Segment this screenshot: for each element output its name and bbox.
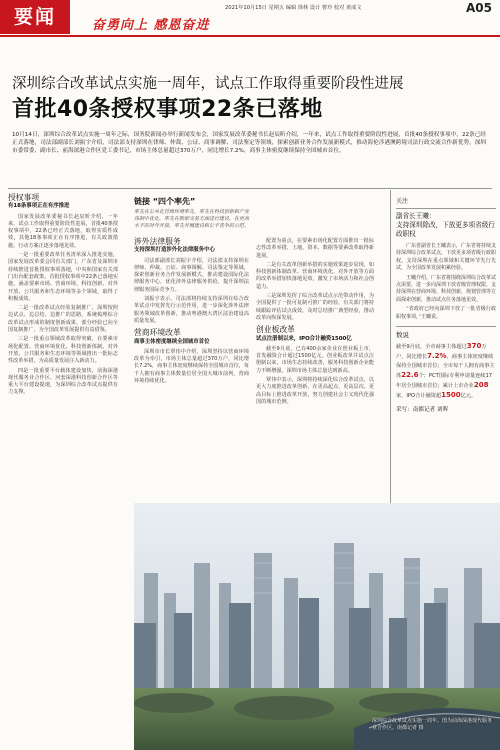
paragraph: 王曦介绍，广东省将围绕深圳综合改革试点需要，进一步向深圳下放省级管理权限，支持深圳在营商环境、科技创新、规划管理等方面探索创新，推动试点任务落地见效。	[396, 274, 497, 303]
paragraph: 截至9月底，已有400余家企业在创业板上市，首发融资合计超过1500亿元。创业板改革并试点注册制以来，市场生态持续改善，服务科技创新企业能力不断增强，深圳市场主体总量达到新高。	[256, 345, 374, 374]
sidebar-rule	[396, 208, 496, 209]
section-subheading: 商事主体密度继续全国城市首位	[134, 338, 210, 345]
paragraph: 二是有关改革创新举措的实施效果逐步显现，如科技创新体制改革、营商环境优化、对外开放等方面的改革举措加快落地见效，激发了市场活力和社会创造力。	[256, 261, 374, 290]
paragraph: 三是一批重点领域改革取得突破，在要素市场化配置、营商环境优化、科技创新体制、对外开放、公共服务和生态环境等领域推出一批标志性改革举措，为高质量发展注入新动力。	[8, 336, 118, 365]
data-number: 1500	[441, 391, 461, 400]
data-text: 个；	[418, 373, 429, 380]
section-subheading: 有18条事项正在有序推进	[8, 203, 70, 210]
sidebar-body	[396, 243, 496, 321]
data-number: 22.6	[401, 371, 419, 380]
article-kicker: 深圳综合改革试点实施一周年，试点工作取得重要阶段性进展	[12, 76, 404, 92]
section-heading: 授权事项	[8, 193, 40, 202]
data-number: 370	[466, 342, 482, 351]
column-1	[8, 194, 118, 399]
paragraph: 二是一批改革试点经验复制推广，深圳按照边试点、边总结、边推广的思路，系统梳理综合改革试点形成的制度创新成果，部分经验已向全国复制推广，为全国改革发展提供有益借鉴。	[8, 305, 118, 334]
section-heading: 创业板改革	[256, 325, 295, 335]
data-text: 万户，	[396, 344, 487, 361]
section-heading: 涉外法律服务	[134, 237, 181, 246]
column-3	[256, 238, 374, 408]
data-text: PCT国际专利申请量连续17年居全国城市首位；累计上市企业	[396, 373, 493, 390]
data-box-label: 数说	[396, 331, 409, 340]
sidebar-label: 关注	[396, 198, 409, 205]
section-heading: 营商环境改革	[134, 328, 181, 338]
section-subheading: 试点注册制以来，IPO合计融资1500亿	[256, 335, 352, 342]
paragraph: 四是一批重要平台载体建设加快，前海深港现代服务业合作区、河套深港科技创新合作区等重大平台建设提速，为深圳综合改革试点提供有力支撑。	[8, 367, 118, 396]
data-number: 7.2%	[427, 352, 447, 361]
sidebar-person: 副省长王曦：	[396, 212, 436, 220]
data-number: 208	[473, 381, 489, 390]
paragraph: 配置为重点，在要素市场化配置方面推出一批标志性改革举措，土地、资本、数据等要素改革取得新进展。	[256, 238, 374, 259]
section-tag: 要闻	[0, 0, 70, 34]
sidebar-title	[396, 212, 496, 239]
paragraph: 覃伟中表示，深圳将持续深化综合改革试点，以更大力度推进改革创新，在更高起点、更高层次、更高目标上推进改革开放，努力创建社会主义现代化强国的城市范例。	[256, 377, 374, 405]
paragraph: 刘振宇表示，司法部将持续支持深圳在综合改革试点中发挥先行示范作用，进一步深化涉外法律服务领域改革创新，推动粤港澳大湾区法治建设高质量发展。	[134, 296, 249, 324]
sidebar-rule	[396, 326, 496, 327]
header-rule	[0, 35, 500, 37]
data-box-body	[396, 342, 496, 401]
lead-divider	[8, 188, 492, 189]
link-box	[134, 196, 250, 242]
link-box-title: 链接 “四个率先”	[134, 197, 196, 206]
paragraph: 一是一批重要改革任务清单深入推进实施，国家发展改革委会同有关部门、广东省及深圳市持续推进首批授权事项落地，中央和国家有关部门出台配套政策，首批授权事项中22条已落地实施，涵盖要素市场、营商环境、科技创新、对外开放、公共服务和生态环境等多个领域，取得了积极成效。	[8, 252, 118, 302]
data-text: 全市每千人拥有商事主体	[396, 363, 495, 380]
data-text: 截至9月底，全市商事主体超过	[396, 344, 467, 351]
slogan-banner: 奋勇向上 感恩奋进	[92, 18, 210, 33]
paragraph: 深圳市市长覃伟中介绍，深圳坚持以营商环境改革为牵引，市场主体总量超过370万户，同比增长7.2%，商事主体密度继续保持全国城市首位，每千人拥有商事主体数量位居全国大城市前列，营商环境持续优化。	[134, 348, 249, 385]
paragraph: 广东省副省长王曦表示，广东省将持续支持深圳综合改革试点，下放更多项省级行政职权，支持深圳在重点领域和关键环节先行先试，为全国改革发展积累经验。	[396, 243, 497, 272]
skyline-illustration	[134, 503, 500, 750]
article-lead: 10月14日，深圳综合改革试点实施一周年之际，国务院新闻办举行新闻发布会，国家发展改革委秘书长赵辰昕介绍，一年来，试点工作取得重要阶段性进展，首批40条授权事项中，22条已经正式落地，司法部副部长刘振宇介绍，司法部支持深圳在律师、仲裁、公证、商事调解、司法鉴定等领域，探索创新业务合作发展新模式，推动海伦涉港澳跨境司法行政交流合作新优势。深圳市委常委、副市长、前海深港合作区党工委书记，市场主体总量超过370万户，同比增长7.2%，商事主体密度继续保持全国城市首位。	[12, 132, 486, 155]
city-skyline-photo	[134, 503, 500, 750]
paragraph: 三是深圳发挥了综合改革试点示范带动作用，为全国提供了一批可复制可推广的经验，有关部门将持续跟踪评估试点成效，及时总结推广典型经验，推动改革向纵深发展。	[256, 293, 374, 321]
data-text: 同比增长	[406, 354, 428, 361]
page-number: A05	[466, 1, 492, 15]
link-box-text: 率先在公共化营商环境率先、率先在科技创新和产业体制中优化、率先在数据交易方面进行建设、在更高水平的对外开放、率先开展建设和公平竞争的示范。	[134, 209, 250, 229]
sidebar	[396, 196, 496, 413]
article-headline: 首批40条授权事项22条已落地	[12, 97, 323, 122]
issue-info: 2021年10月15日 星期五 编辑 徐林 设计 曹玲 校对 黄成文	[225, 5, 362, 11]
column-2	[134, 238, 249, 387]
section-subheading: 支持深圳打造涉外化法律服务中心	[134, 247, 215, 254]
byline: 采写：南都记者 刘晖	[396, 407, 449, 414]
data-text: IPO合计融资超	[406, 393, 442, 400]
paragraph: 司法部副部长刘振宇介绍，司法部支持深圳在律师、仲裁、公证、商事调解、司法鉴定等领域，探索创新业务合作发展新模式，推动建设国际化法律服务中心，优化涉外法律服务供给，提升深圳法律服务国际竞争力。	[134, 257, 249, 293]
data-text: ，商事主体密度继续保持全国城市首位；	[396, 354, 494, 370]
paragraph: 国家发展改革委秘书长赵辰昕介绍，一年来，试点工作取得重要阶段性进展，首批40条授权事项中，22条已经正式落地，取得实质性成效，其他18条事项正在有序推进，有关政策措施、行动方案正逐步落地见效。	[8, 213, 118, 249]
paragraph: “省政府已经向深圳下放了一批省级行政职权事项，”王曦说。	[396, 306, 496, 320]
sidebar-headline: 支持深圳除改，下放更多项省级行政职权	[396, 221, 495, 238]
data-text: 亿元。	[460, 393, 477, 400]
data-text: 家，	[396, 393, 407, 400]
photo-caption: 深圳综合改革试点实施一周年。图为前海深港现代服务业合作区。南都记者 摄	[372, 718, 493, 731]
